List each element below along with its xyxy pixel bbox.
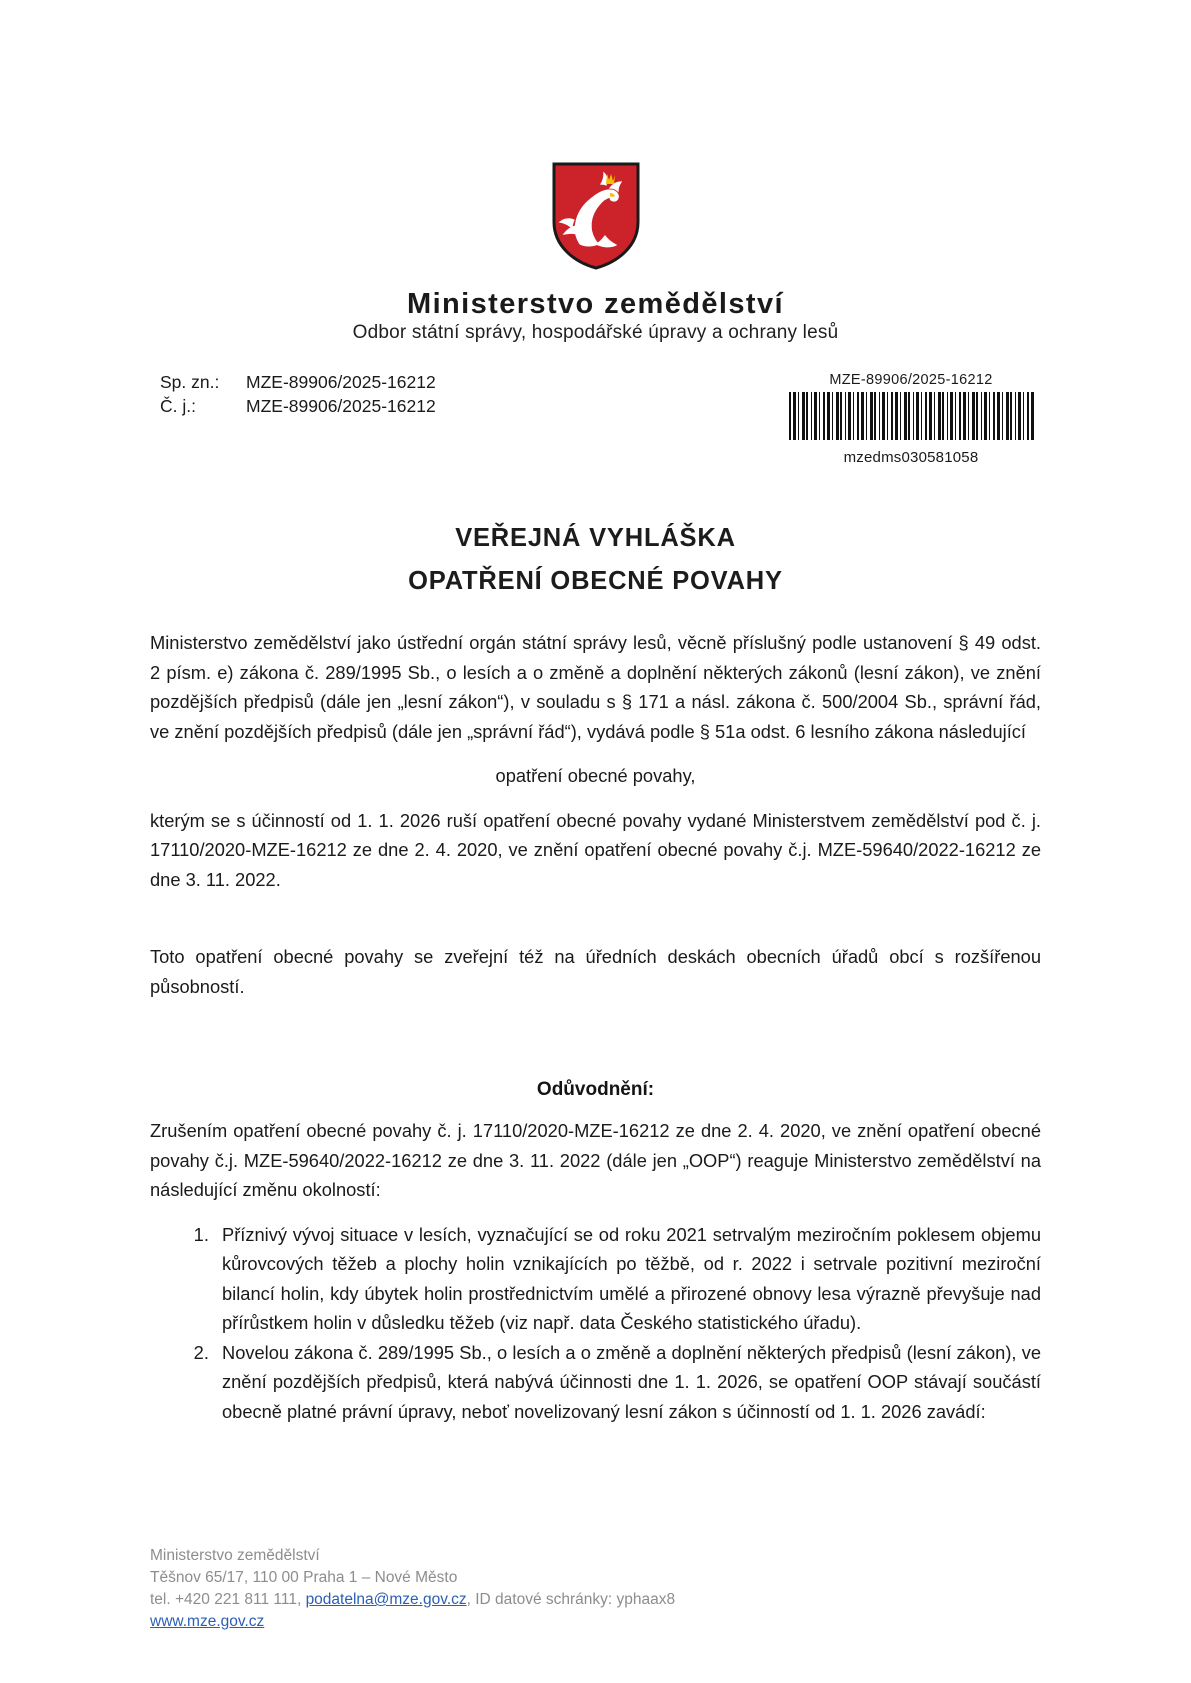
footer-contact (150, 1589, 675, 1611)
document-title-secondary: OPATŘENÍ OBECNÉ POVAHY (408, 567, 783, 595)
footer-phone: tel. +420 221 811 111, (150, 1591, 306, 1608)
czech-lion-coat-of-arms-icon (550, 160, 642, 272)
coat-of-arms-container (0, 160, 1191, 272)
document-title-primary: VEŘEJNÁ VYHLÁŠKA (455, 524, 736, 552)
spzn-label: Sp. zn.: (160, 372, 220, 392)
list-item: 2. Novelou zákona č. 289/1995 Sb., o lesích a o změně a doplnění některých předpisů (lesní zákon), ve znění pozdějších předpisů, která nabývá účinnosti dne 1. 1. 2026, se opatření OOP stávají součástí obecně platné právní úpravy, neboť novelizovaný lesní zákon s účinností od 1. 1. 2026 zavádí: (214, 1338, 1041, 1427)
barcode-document-id: mzedms030581058 (843, 449, 979, 466)
reference-row-spzn (160, 370, 436, 394)
footer-databox: , ID datové schránky: yphaax8 (466, 1591, 676, 1608)
document-body (150, 628, 1041, 1426)
reasoning-heading: Odůvodnění: (536, 1079, 655, 1100)
barcode-block (776, 372, 1046, 466)
cj-label: Č. j.: (160, 396, 196, 416)
ministry-title: Ministerstvo zemědělství (407, 288, 784, 320)
measure-body-paragraph: kterým se s účinností od 1. 1. 2026 ruší opatření obecné povahy vydané Ministerstvem zemědělství pod č. j. 17110/2020-MZE-16212 ze dne 2. 4. 2020, ve znění opatření obecné povahy č.j. MZE-59640/2022-16212 ze dne 3. 11. 2022. (150, 809, 1041, 890)
spacer (150, 1001, 1041, 1049)
barcode-caption: MZE-89906/2025-16212 (829, 372, 993, 388)
reasoning-list (150, 1220, 1041, 1427)
footer-website-line (150, 1611, 675, 1633)
reference-row-cj (160, 394, 436, 418)
footer-organization: Ministerstvo zemědělství (150, 1547, 320, 1564)
list-item: 1. Příznivý vývoj situace v lesích, vyznačující se od roku 2021 setrvalým meziročním poklesem objemu kůrovcových těžeb a plochy holin vznikajících po těžbě, od r. 2022 i setrvale pozitivní meziroční bilancí holin, kdy úbytek holin prostřednictvím umělé a přirozené obnovy lesa výrazně převyšuje nad přírůstkem holin v důsledku těžeb (viz např. data Českého statistického úřadu). (214, 1220, 1041, 1338)
cj-value: MZE-89906/2025-16212 (246, 396, 436, 416)
intro-paragraph: Ministerstvo zemědělství jako ústřední orgán státní správy lesů, věcně příslušný podle ustanovení § 49 odst. 2 písm. e) zákona č. 289/1995 Sb., o lesích a o změně a doplnění některých zákonů (lesní zákon), ve znění pozdějších předpisů (dále jen „lesní zákon“), v souladu s § 171 a násl. zákona č. 500/2004 Sb., správní řád, ve znění pozdějších předpisů (dále jen „správní řád“), vydává podle § 51a odst. 6 lesního zákona následující (150, 632, 1041, 742)
spacer (150, 1205, 1041, 1220)
reasoning-intro-paragraph: Zrušením opatření obecné povahy č. j. 17110/2020-MZE-16212 ze dne 2. 4. 2020, ve znění opatření obecné povahy č.j. MZE-59640/2022-16212 ze dne 3. 11. 2022 (dále jen „OOP“) reaguje Ministerstvo zemědělství na následující změnu okolností: (150, 1120, 1041, 1200)
barcode-image (789, 392, 1034, 440)
publication-note-paragraph: Toto opatření obecné povahy se zveřejní též na úředních deskách obecních úřadů obcí s rozšířenou působností. (150, 946, 1041, 997)
spacer (150, 791, 1041, 806)
footer-website-link[interactable]: www.mze.gov.cz (150, 1613, 265, 1630)
spzn-value: MZE-89906/2025-16212 (246, 372, 436, 392)
spacer (150, 746, 1041, 761)
spacer (150, 1049, 1041, 1079)
page-footer (150, 1545, 675, 1633)
reference-numbers (160, 370, 436, 418)
footer-email-link[interactable]: podatelna@mze.gov.cz (305, 1591, 467, 1608)
spacer (150, 894, 1041, 942)
footer-address: Těšnov 65/17, 110 00 Praha 1 – Nové Město (150, 1569, 458, 1586)
measure-heading-line: opatření obecné povahy, (495, 765, 696, 786)
department-subtitle: Odbor státní správy, hospodářské úpravy a ochrany lesů (352, 322, 839, 343)
spacer (150, 1101, 1041, 1116)
